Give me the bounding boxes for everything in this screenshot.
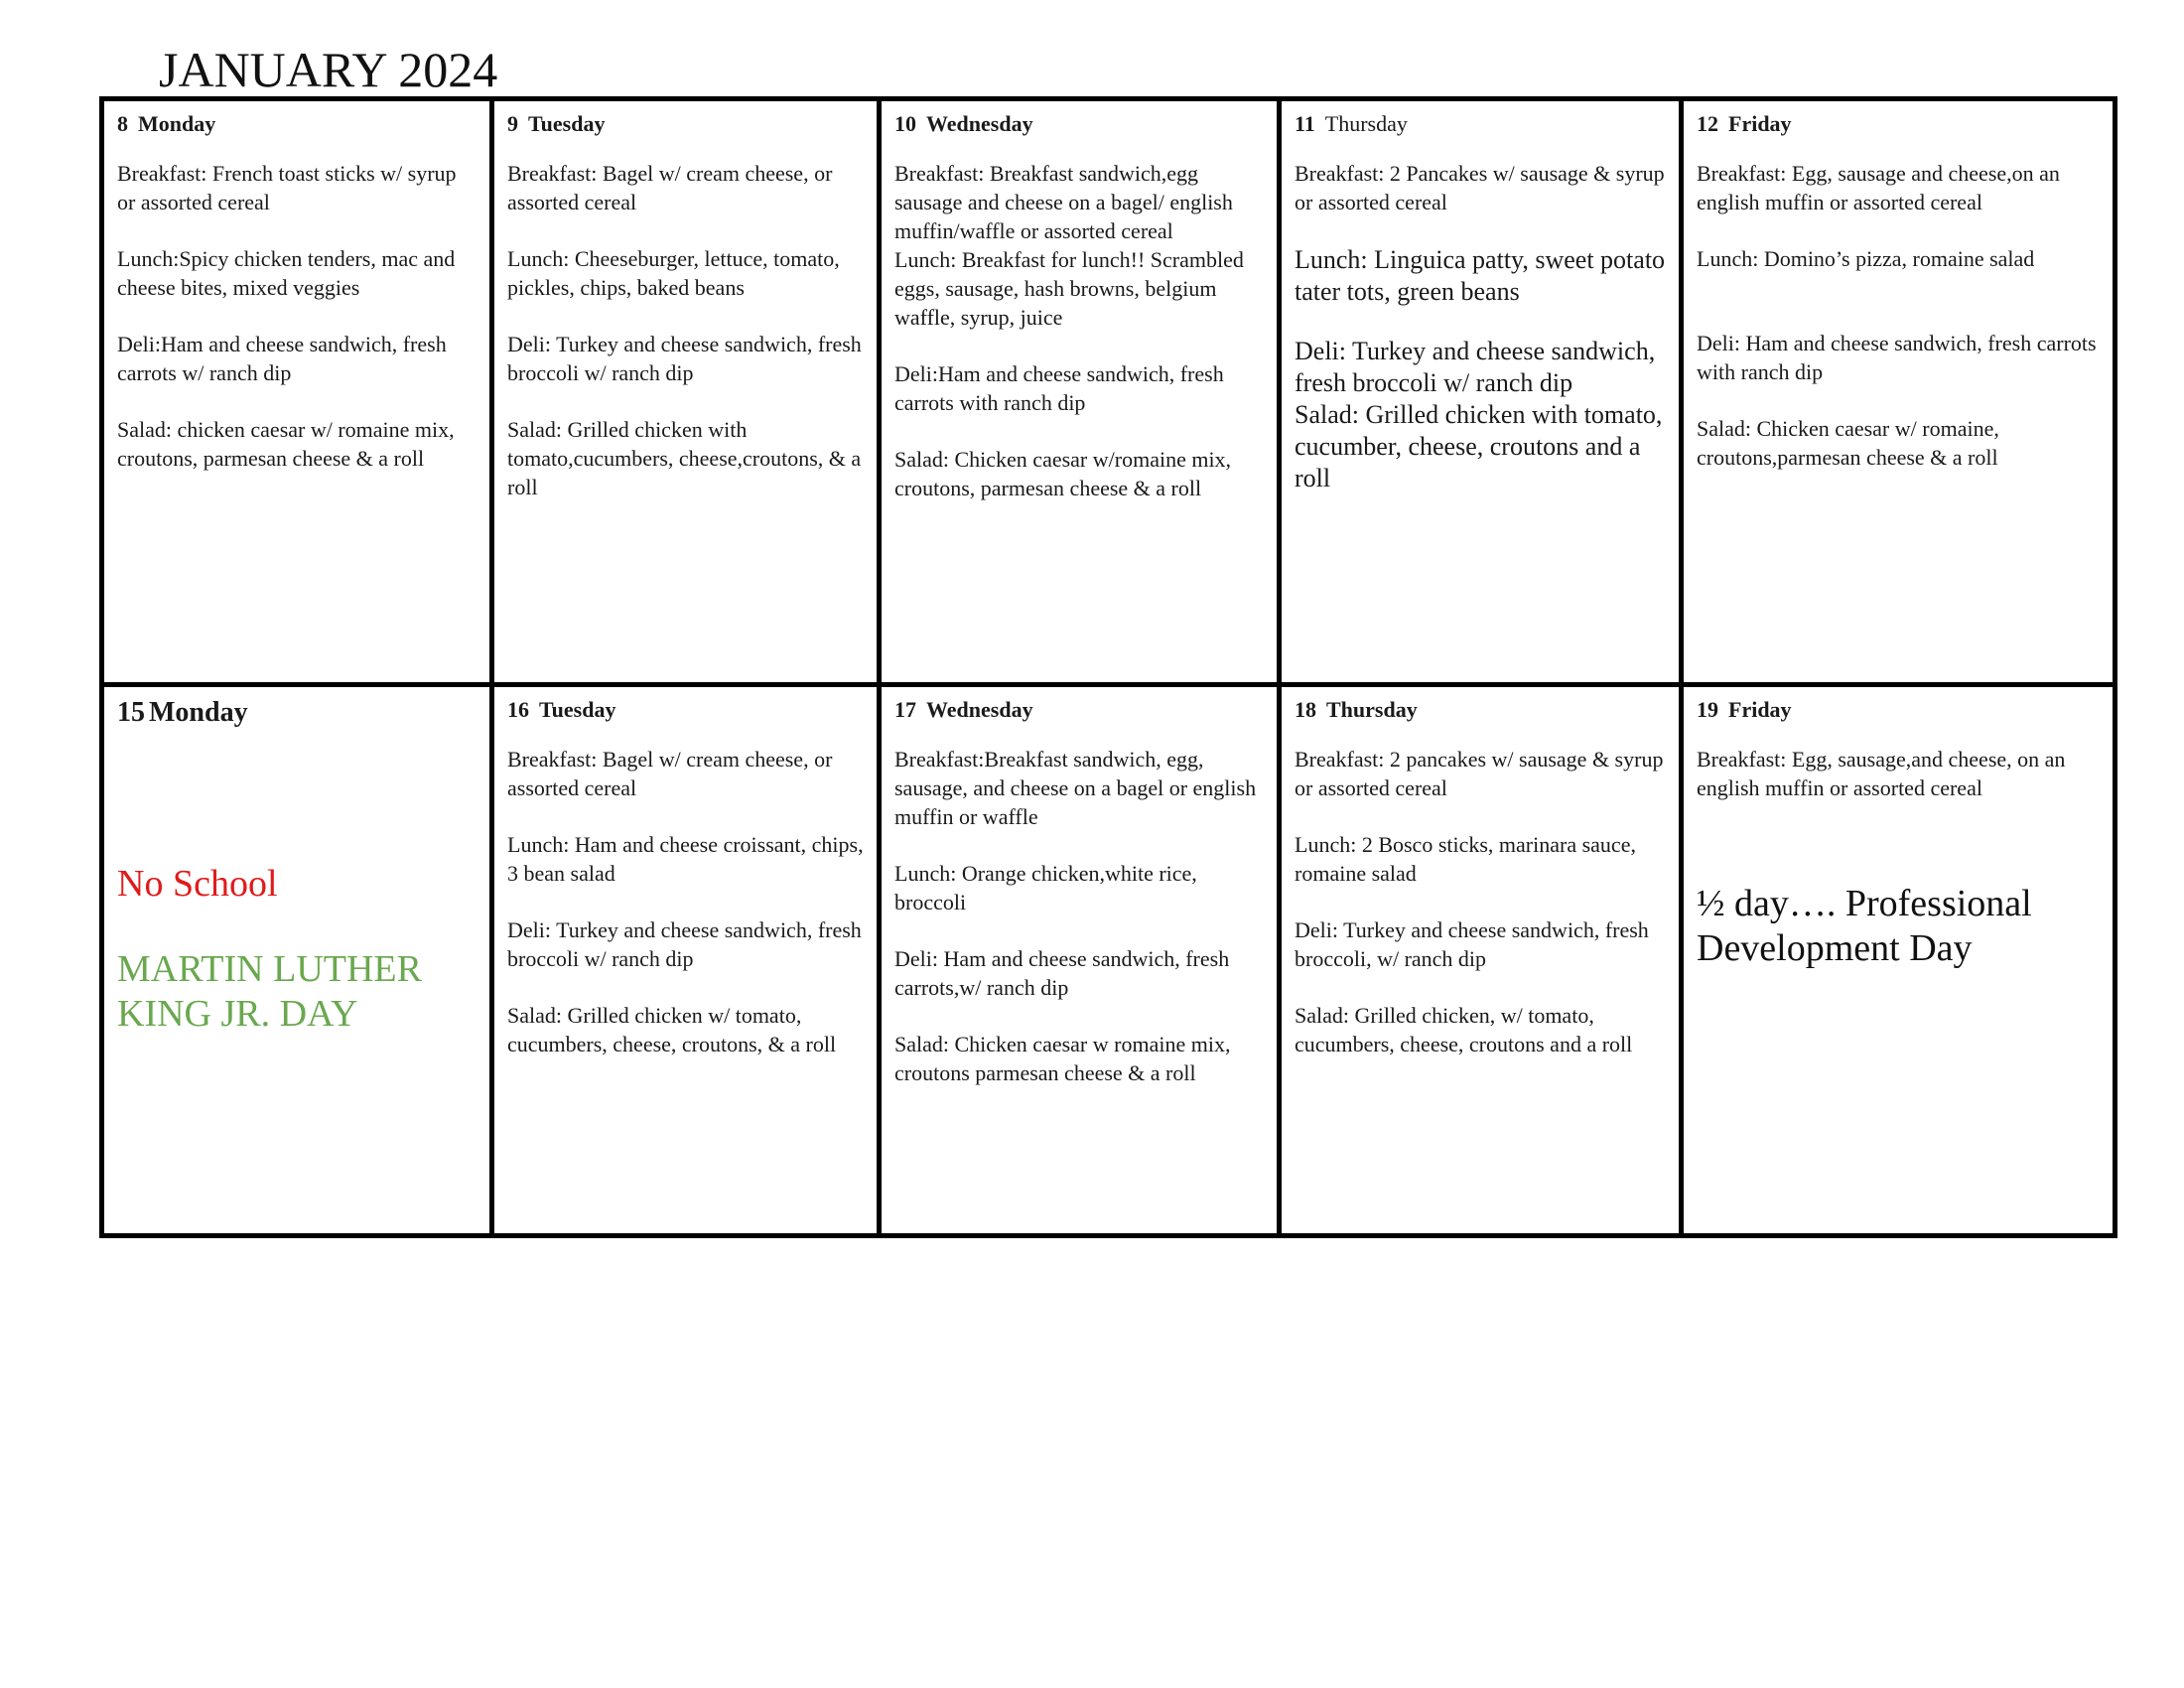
day-header (894, 109, 1267, 139)
day-header (117, 695, 479, 731)
deli-text: Deli: Ham and cheese sandwich, fresh carrots,w/ ranch dip (894, 946, 1230, 1000)
holiday-name: MARTIN LUTHER KING JR. DAY (117, 948, 422, 1035)
day-header (894, 695, 1267, 725)
day-cell-jan-15 (104, 687, 494, 1233)
deli-text: Deli:Ham and cheese sandwich, fresh carrots with ranch dip (894, 361, 1224, 415)
day-name: Tuesday (528, 111, 606, 136)
day-header (117, 109, 479, 139)
day-header (507, 695, 867, 725)
deli-text: Deli: Turkey and cheese sandwich, fresh broccoli w/ ranch dip (1295, 337, 1656, 397)
salad-text: Salad: Chicken caesar w/ romaine, croutons,parmesan cheese & a roll (1697, 416, 1999, 470)
salad-text: Salad: Grilled chicken with tomato,cucumbers, cheese,croutons, & a roll (507, 417, 862, 499)
salad-text: Salad: Grilled chicken, w/ tomato, cucumbers, cheese, croutons and a roll (1295, 1003, 1633, 1056)
day-number: 17 (894, 697, 916, 722)
no-school-notice: No School (117, 863, 278, 905)
lunch-text: Lunch: Ham and cheese croissant, chips, 3 bean salad (507, 832, 864, 886)
salad-text: Salad: chicken caesar w/ romaine mix, croutons, parmesan cheese & a roll (117, 417, 455, 471)
day-header (1295, 109, 1669, 139)
page-title: JANUARY 2024 (159, 42, 498, 97)
breakfast-text: Breakfast: Breakfast sandwich,egg sausage and cheese on a bagel/ english muffin/waffle or assorted cereal (894, 161, 1233, 243)
day-header (1295, 695, 1669, 725)
half-day-notice: ½ day…. Professional Development Day (1697, 883, 2032, 969)
day-number: 10 (894, 111, 916, 136)
lunch-text: Lunch: Orange chicken,white rice, broccoli (894, 861, 1197, 914)
day-number: 16 (507, 697, 529, 722)
lunch-text: Lunch: Breakfast for lunch!! Scrambled eggs, sausage, hash browns, belgium waffle, syrup, juice (894, 247, 1244, 330)
day-cell-jan-17 (882, 687, 1282, 1233)
day-name: Wednesday (926, 697, 1033, 722)
menu-calendar (99, 96, 2117, 1238)
breakfast-text: Breakfast: Egg, sausage,and cheese, on an english muffin or assorted cereal (1697, 747, 2066, 800)
day-name: Monday (138, 111, 216, 136)
salad-text: Salad: Chicken caesar w romaine mix, croutons parmesan cheese & a roll (894, 1032, 1231, 1085)
day-name: Thursday (1326, 697, 1418, 722)
day-cell-jan-19 (1684, 687, 2113, 1233)
salad-text: Salad: Grilled chicken with tomato, cucumber, cheese, croutons and a roll (1295, 400, 1663, 492)
breakfast-text: Breakfast: French toast sticks w/ syrup or assorted cereal (117, 161, 457, 214)
breakfast-text: Breakfast: 2 pancakes w/ sausage & syrup or assorted cereal (1295, 747, 1664, 800)
day-cell-jan-10 (882, 101, 1282, 687)
day-number: 9 (507, 111, 518, 136)
day-name: Friday (1728, 697, 1792, 722)
day-cell-jan-8 (104, 101, 494, 687)
day-name: Friday (1728, 111, 1792, 136)
breakfast-text: Breakfast:Breakfast sandwich, egg, sausage, and cheese on a bagel or english muffin or waffle (894, 747, 1257, 829)
day-cell-jan-9 (494, 101, 882, 687)
breakfast-text: Breakfast: Bagel w/ cream cheese, or assorted cereal (507, 161, 833, 214)
lunch-text: Lunch: 2 Bosco sticks, marinara sauce, romaine salad (1295, 832, 1636, 886)
day-header (1697, 109, 2103, 139)
deli-text: Deli: Turkey and cheese sandwich, fresh broccoli w/ ranch dip (507, 332, 862, 385)
day-header (507, 109, 867, 139)
breakfast-text: Breakfast: Egg, sausage and cheese,on an english muffin or assorted cereal (1697, 161, 2060, 214)
day-number: 19 (1697, 697, 1718, 722)
day-name: Tuesday (539, 697, 616, 722)
deli-text: Deli: Ham and cheese sandwich, fresh carrots with ranch dip (1697, 331, 2097, 384)
day-header (1697, 695, 2103, 725)
lunch-text: Lunch: Linguica patty, sweet potato tater tots, green beans (1295, 245, 1666, 306)
salad-text: Salad: Grilled chicken w/ tomato, cucumbers, cheese, croutons, & a roll (507, 1003, 837, 1056)
day-name: Thursday (1324, 111, 1408, 136)
day-number: 12 (1697, 111, 1718, 136)
deli-text: Deli: Turkey and cheese sandwich, fresh broccoli, w/ ranch dip (1295, 917, 1649, 971)
day-cell-jan-12 (1684, 101, 2113, 687)
day-number: 15 (117, 697, 145, 728)
day-number: 18 (1295, 697, 1316, 722)
day-name: Monday (149, 697, 248, 728)
lunch-text: Lunch: Cheeseburger, lettuce, tomato, pickles, chips, baked beans (507, 246, 840, 300)
lunch-text: Lunch: Domino’s pizza, romaine salad (1697, 246, 2035, 271)
day-number: 8 (117, 111, 128, 136)
deli-text: Deli: Turkey and cheese sandwich, fresh broccoli w/ ranch dip (507, 917, 862, 971)
salad-text: Salad: Chicken caesar w/romaine mix, croutons, parmesan cheese & a roll (894, 447, 1232, 500)
deli-text: Deli:Ham and cheese sandwich, fresh carrots w/ ranch dip (117, 332, 447, 385)
day-cell-jan-18 (1282, 687, 1684, 1233)
day-cell-jan-11 (1282, 101, 1684, 687)
day-name: Wednesday (926, 111, 1033, 136)
day-number: 11 (1295, 111, 1315, 136)
breakfast-text: Breakfast: Bagel w/ cream cheese, or assorted cereal (507, 747, 833, 800)
day-cell-jan-16 (494, 687, 882, 1233)
lunch-text: Lunch:Spicy chicken tenders, mac and cheese bites, mixed veggies (117, 246, 456, 300)
breakfast-text: Breakfast: 2 Pancakes w/ sausage & syrup or assorted cereal (1295, 161, 1665, 214)
